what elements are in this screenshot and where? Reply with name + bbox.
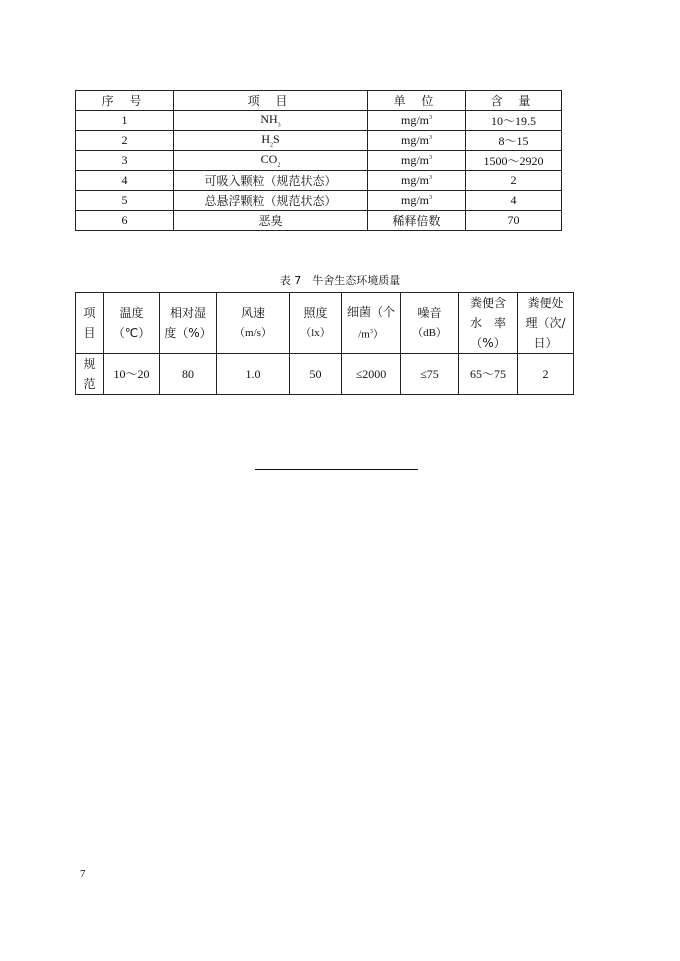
formula-subscript: 2 (269, 142, 273, 149)
formula-tail: S (272, 132, 280, 147)
unit-cell (368, 131, 466, 151)
value-humidity: 80 (160, 354, 217, 395)
header-line: 粪便处 (527, 296, 564, 310)
row-number: 3 (76, 151, 174, 171)
table-header-row (76, 293, 574, 354)
header-line: 目 (83, 326, 96, 340)
formula-subscript: 2 (277, 162, 281, 169)
unit-cell (368, 151, 466, 171)
pollutant-table (75, 90, 562, 231)
formula-base: H (261, 132, 270, 147)
unit-close: ） (372, 328, 384, 341)
value-noise: ≤75 (401, 354, 459, 395)
content-value: 8～15 (466, 131, 562, 151)
unit-superscript: 3 (429, 155, 432, 161)
formula-base: CO (260, 152, 278, 167)
unit-base: mg/m (400, 173, 429, 187)
header-wind-speed (217, 293, 290, 354)
unit-superscript: 3 (369, 328, 373, 335)
header-item (76, 293, 104, 354)
content-value: 10～19.5 (466, 111, 562, 131)
value-bacteria: ≤2000 (342, 354, 401, 395)
unit-superscript: 3 (429, 175, 432, 181)
header-line: 粪便含 (469, 296, 506, 310)
header-line: （m/s） (234, 327, 272, 339)
header-line: 风速 (240, 306, 265, 320)
header-line: 噪音 (417, 306, 442, 320)
row-number: 4 (76, 171, 174, 191)
content-value: 4 (466, 191, 562, 211)
item-formula (174, 151, 368, 171)
header-bacteria (342, 293, 401, 354)
item-name: 可吸入颗粒（规范状态） (174, 171, 368, 191)
row-number: 6 (76, 211, 174, 231)
item-name: 恶臭 (174, 211, 368, 231)
header-line: （dB） (412, 327, 447, 339)
table-row (76, 354, 574, 395)
header-line: （℃） (112, 326, 151, 340)
unit-base: mg/m (400, 113, 429, 127)
table-caption: 表 7 牛舍生态环境质量 (279, 274, 401, 287)
row-label (76, 354, 104, 395)
table-row (76, 111, 562, 131)
formula-subscript: 3 (277, 122, 281, 129)
header-line: 细菌（个 (346, 304, 395, 319)
header-manure-treatment (518, 293, 574, 354)
row-number: 5 (76, 191, 174, 211)
row-number: 2 (76, 131, 174, 151)
unit-cell (368, 111, 466, 131)
value-temperature: 10～20 (104, 354, 160, 395)
unit-superscript: 3 (429, 195, 432, 201)
unit-superscript: 3 (429, 115, 432, 121)
header-line: （%） (470, 336, 506, 350)
header-content: 含 量 (466, 91, 562, 111)
table-row (76, 171, 562, 191)
header-seq: 序 号 (76, 91, 174, 111)
table-row (76, 191, 562, 211)
header-line: 度（%） (164, 326, 212, 340)
header-line: 水 率 (469, 316, 506, 330)
header-line: 项 (83, 306, 96, 320)
content-value: 70 (466, 211, 562, 231)
label-line: 规 (83, 357, 96, 371)
header-illuminance (290, 293, 342, 354)
header-item: 项 目 (174, 91, 368, 111)
row-number: 1 (76, 111, 174, 131)
header-manure-moisture (459, 293, 518, 354)
end-rule-divider (255, 469, 418, 470)
value-wind-speed: 1.0 (217, 354, 290, 395)
formula-base: NH (260, 112, 278, 127)
item-formula (174, 131, 368, 151)
header-noise (401, 293, 459, 354)
unit-base: mg/m (400, 133, 429, 147)
unit-cell: 稀释倍数 (368, 211, 466, 231)
value-illuminance: 50 (290, 354, 342, 395)
header-humidity (160, 293, 217, 354)
item-name: 总悬浮颗粒（规范状态） (174, 191, 368, 211)
unit-superscript: 3 (429, 135, 432, 141)
header-unit: 单 位 (368, 91, 466, 111)
header-line (342, 322, 400, 345)
content-value: 2 (466, 171, 562, 191)
header-line: 相对湿 (169, 306, 206, 320)
value-manure-moisture: 65～75 (459, 354, 518, 395)
unit-base: mg/m (400, 153, 429, 167)
label-line: 范 (83, 377, 96, 391)
header-line: 照度 (303, 306, 328, 320)
header-line: （lx） (300, 327, 331, 339)
table-row (76, 151, 562, 171)
header-temperature (104, 293, 160, 354)
content-value: 1500～2920 (466, 151, 562, 171)
barn-environment-table (75, 292, 574, 395)
unit-cell (368, 171, 466, 191)
unit-base: mg/m (400, 193, 429, 207)
value-manure-treatment: 2 (518, 354, 574, 395)
page-number: 7 (80, 868, 86, 880)
header-line: 理（次/ (525, 316, 566, 330)
table-header-row (76, 91, 562, 111)
header-line: 日） (533, 336, 558, 350)
item-formula (174, 111, 368, 131)
table-row (76, 131, 562, 151)
unit-base: /m (358, 328, 370, 341)
table-row (76, 211, 562, 231)
header-line: 温度 (119, 306, 144, 320)
unit-cell (368, 191, 466, 211)
